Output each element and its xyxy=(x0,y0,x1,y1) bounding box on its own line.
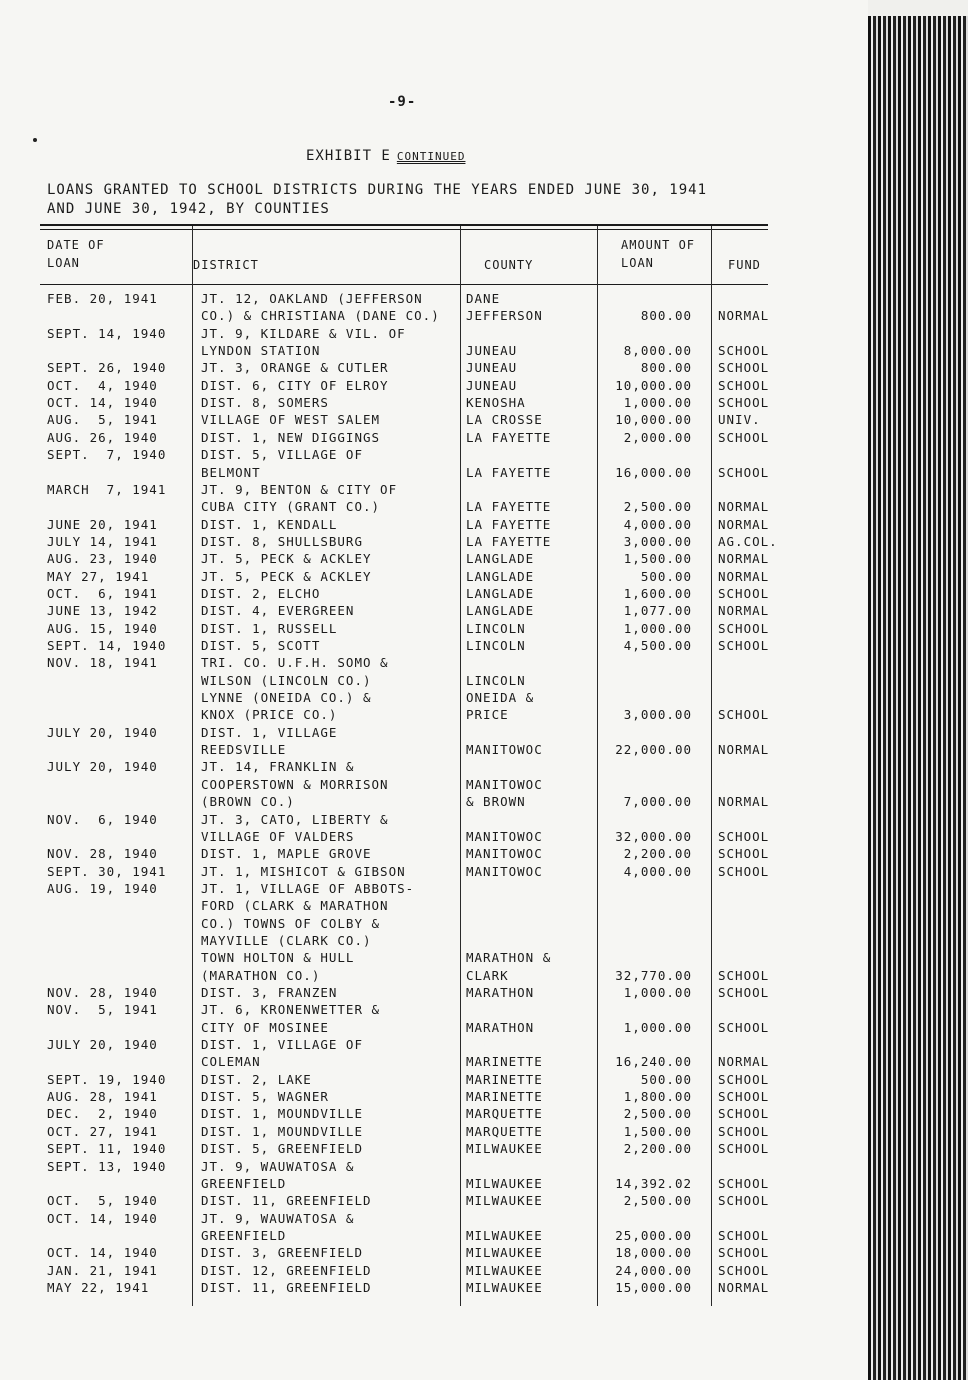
fund-name: SCHOOL xyxy=(718,863,770,879)
district-name: VILLAGE OF VALDERS xyxy=(201,828,355,844)
loan-date: NOV. 5, 1941 xyxy=(47,1002,158,1018)
header-date-2: LOAN xyxy=(47,256,80,270)
county-name: MARQUETTE xyxy=(466,1123,543,1139)
fund-name: SCHOOL xyxy=(718,1175,770,1191)
fund-name: NORMAL xyxy=(718,742,770,758)
loan-date: MAY 27, 1941 xyxy=(47,568,150,584)
district-name: GREENFIELD xyxy=(201,1175,287,1191)
exhibit-continued: CONTINUED xyxy=(396,150,466,163)
exhibit-label: EXHIBIT E xyxy=(306,148,391,164)
district-name: DIST. 1, MOUNDVILLE xyxy=(201,1123,363,1139)
loan-date: MARCH 7, 1941 xyxy=(47,481,167,497)
fund-name: SCHOOL xyxy=(718,343,770,359)
county-name: MARINETTE xyxy=(466,1089,543,1105)
title-line-1: LOANS GRANTED TO SCHOOL DISTRICTS DURING THE YEARS ENDED JUNE 30, 1941 xyxy=(47,182,708,198)
district-name: COLEMAN xyxy=(201,1054,261,1070)
loan-date: MAY 22, 1941 xyxy=(47,1279,150,1295)
county-name: MILWAUKEE xyxy=(466,1141,543,1157)
county-name: LA CROSSE xyxy=(466,412,543,428)
fund-name: SCHOOL xyxy=(718,360,770,376)
loan-date: SEPT. 11, 1940 xyxy=(47,1141,167,1157)
county-name: MANITOWOC xyxy=(466,846,543,862)
loan-amount: 1,077.00 xyxy=(623,603,692,619)
district-name: DIST. 5, WAGNER xyxy=(201,1089,329,1105)
loan-amount: 24,000.00 xyxy=(615,1262,692,1278)
loan-amount: 15,000.00 xyxy=(615,1279,692,1295)
loan-amount: 22,000.00 xyxy=(615,742,692,758)
loan-date: SEPT. 14, 1940 xyxy=(47,638,167,653)
loan-amount: 2,500.00 xyxy=(623,1106,692,1122)
county-name: LA FAYETTE xyxy=(466,464,552,480)
county-name: LA FAYETTE xyxy=(466,533,552,549)
fund-name: NORMAL xyxy=(718,568,770,584)
county-name: DANE xyxy=(466,291,501,306)
loan-date: FEB. 20, 1941 xyxy=(47,291,158,306)
loan-amount: 18,000.00 xyxy=(615,1245,692,1261)
county-name: CLARK xyxy=(466,967,509,983)
loan-amount: 500.00 xyxy=(640,1071,692,1087)
district-name: JT. 3, ORANGE & CUTLER xyxy=(201,360,389,376)
district-name: JT. 9, WAUWATOSA & xyxy=(201,1158,355,1174)
county-name: PRICE xyxy=(466,707,509,723)
loan-amount: 1,500.00 xyxy=(623,1123,692,1139)
fund-name: NORMAL xyxy=(718,603,770,619)
loan-amount: 1,000.00 xyxy=(623,985,692,1000)
column-divider-3 xyxy=(597,226,598,1306)
district-name: MAYVILLE (CLARK CO.) xyxy=(201,932,372,948)
county-name: MILWAUKEE xyxy=(466,1227,543,1243)
column-divider-1 xyxy=(192,226,193,1306)
loan-amount: 4,000.00 xyxy=(623,516,692,532)
county-name: MILWAUKEE xyxy=(466,1175,543,1191)
district-name: DIST. 2, ELCHO xyxy=(201,585,321,601)
fund-name: SCHOOL xyxy=(718,429,770,445)
loan-date: JAN. 21, 1941 xyxy=(47,1262,158,1278)
fund-name: SCHOOL xyxy=(718,1245,770,1261)
district-name: DIST. 12, GREENFIELD xyxy=(201,1262,372,1278)
loan-date: NOV. 28, 1940 xyxy=(47,846,158,862)
district-name: DIST. 5, SCOTT xyxy=(201,638,321,653)
district-name: DIST. 4, EVERGREEN xyxy=(201,603,355,619)
loan-amount: 500.00 xyxy=(640,568,692,584)
loan-date: SEPT. 7, 1940 xyxy=(47,447,167,463)
loan-date: JULY 20, 1940 xyxy=(47,724,158,740)
fund-name: SCHOOL xyxy=(718,1019,770,1035)
district-name: WILSON (LINCOLN CO.) xyxy=(201,672,372,688)
loan-amount: 14,392.02 xyxy=(615,1175,692,1191)
county-name: MARINETTE xyxy=(466,1054,543,1070)
table-top-rule-2 xyxy=(40,229,768,230)
loan-date: JUNE 13, 1942 xyxy=(47,603,158,619)
district-name: DIST. 8, SOMERS xyxy=(201,395,329,411)
loan-amount: 1,500.00 xyxy=(623,551,692,567)
loan-date: OCT. 5, 1940 xyxy=(47,1193,158,1209)
district-name: JT. 5, PECK & ACKLEY xyxy=(201,551,372,567)
margin-dot xyxy=(33,138,37,142)
county-name: LANGLADE xyxy=(466,551,535,567)
loan-date: JULY 20, 1940 xyxy=(47,759,158,775)
loan-amount: 16,240.00 xyxy=(615,1054,692,1070)
loan-date: NOV. 18, 1941 xyxy=(47,655,158,671)
fund-name: SCHOOL xyxy=(718,707,770,723)
county-name: LINCOLN xyxy=(466,672,526,688)
header-district: DISTRICT xyxy=(193,258,259,272)
district-name: DIST. 1, MOUNDVILLE xyxy=(201,1106,363,1122)
loan-date: OCT. 6, 1941 xyxy=(47,585,158,601)
title-line-2: AND JUNE 30, 1942, BY COUNTIES xyxy=(47,201,330,217)
loan-amount: 4,500.00 xyxy=(623,638,692,653)
county-name: MARINETTE xyxy=(466,1071,543,1087)
loan-amount: 3,000.00 xyxy=(623,707,692,723)
district-name: JT. 9, KILDARE & VIL. OF xyxy=(201,325,406,341)
county-name: & BROWN xyxy=(466,794,526,810)
district-name: JT. 1, VILLAGE OF ABBOTS- xyxy=(201,880,415,896)
county-name: MANITOWOC xyxy=(466,776,543,792)
district-name: DIST. 1, KENDALL xyxy=(201,516,338,532)
county-name: LANGLADE xyxy=(466,568,535,584)
district-name: KNOX (PRICE CO.) xyxy=(201,707,338,723)
header-bottom-rule xyxy=(40,284,768,285)
loan-date: SEPT. 30, 1941 xyxy=(47,863,167,879)
district-name: DIST. 5, GREENFIELD xyxy=(201,1141,363,1157)
county-name: JUNEAU xyxy=(466,360,518,376)
fund-name: NORMAL xyxy=(718,551,770,567)
fund-name: SCHOOL xyxy=(718,1089,770,1105)
fund-name: SCHOOL xyxy=(718,828,770,844)
loan-date: AUG. 23, 1940 xyxy=(47,551,158,567)
loan-amount: 2,000.00 xyxy=(623,429,692,445)
district-name: CO.) TOWNS OF COLBY & xyxy=(201,915,381,931)
county-name: LANGLADE xyxy=(466,603,535,619)
county-name: MANITOWOC xyxy=(466,828,543,844)
loan-amount: 800.00 xyxy=(640,360,692,376)
fund-name: SCHOOL xyxy=(718,585,770,601)
fund-name: SCHOOL xyxy=(718,638,770,653)
district-name: CITY OF MOSINEE xyxy=(201,1019,329,1035)
loan-amount: 25,000.00 xyxy=(615,1227,692,1243)
loan-amount: 16,000.00 xyxy=(615,464,692,480)
county-name: MILWAUKEE xyxy=(466,1279,543,1295)
fund-name: SCHOOL xyxy=(718,1227,770,1243)
county-name: JUNEAU xyxy=(466,377,518,393)
loan-date: NOV. 6, 1940 xyxy=(47,811,158,827)
district-name: DIST. 2, LAKE xyxy=(201,1071,312,1087)
column-divider-2 xyxy=(460,226,461,1306)
county-name: LA FAYETTE xyxy=(466,499,552,515)
loan-date: SEPT. 14, 1940 xyxy=(47,325,167,341)
district-name: TRI. CO. U.F.H. SOMO & xyxy=(201,655,389,671)
district-name: LYNNE (ONEIDA CO.) & xyxy=(201,690,372,706)
county-name: LINCOLN xyxy=(466,638,526,653)
header-fund: FUND xyxy=(728,258,761,272)
fund-name: SCHOOL xyxy=(718,1193,770,1209)
district-name: DIST. 1, VILLAGE OF xyxy=(201,1037,363,1053)
fund-name: SCHOOL xyxy=(718,395,770,411)
district-name: JT. 9, WAUWATOSA & xyxy=(201,1210,355,1226)
county-name: MARATHON xyxy=(466,985,535,1000)
loan-amount: 2,200.00 xyxy=(623,846,692,862)
county-name: MARATHON & xyxy=(466,950,552,966)
loan-amount: 1,800.00 xyxy=(623,1089,692,1105)
county-name: LA FAYETTE xyxy=(466,516,552,532)
district-name: DIST. 6, CITY OF ELROY xyxy=(201,377,389,393)
page-stack-edge xyxy=(868,0,968,1380)
loan-date: OCT. 27, 1941 xyxy=(47,1123,158,1139)
loan-date: OCT. 14, 1940 xyxy=(47,1245,158,1261)
district-name: LYNDON STATION xyxy=(201,343,321,359)
loan-amount: 4,000.00 xyxy=(623,863,692,879)
header-county: COUNTY xyxy=(484,258,534,272)
fund-name: SCHOOL xyxy=(718,985,770,1000)
district-name: DIST. 1, VILLAGE xyxy=(201,724,338,740)
loan-date: AUG. 28, 1941 xyxy=(47,1089,158,1105)
loan-date: OCT. 14, 1940 xyxy=(47,1210,158,1226)
district-name: CO.) & CHRISTIANA (DANE CO.) xyxy=(201,308,440,324)
fund-name: NORMAL xyxy=(718,794,770,810)
loan-date: SEPT. 13, 1940 xyxy=(47,1158,167,1174)
loan-amount: 1,600.00 xyxy=(623,585,692,601)
fund-name: NORMAL xyxy=(718,499,770,515)
county-name: MANITOWOC xyxy=(466,742,543,758)
page-stack-edge-top xyxy=(868,0,968,16)
district-name: DIST. 3, GREENFIELD xyxy=(201,1245,363,1261)
district-name: DIST. 11, GREENFIELD xyxy=(201,1193,372,1209)
county-name: MARQUETTE xyxy=(466,1106,543,1122)
fund-name: UNIV. xyxy=(718,412,761,428)
loan-amount: 8,000.00 xyxy=(623,343,692,359)
district-name: JT. 9, BENTON & CITY OF xyxy=(201,481,398,497)
district-name: JT. 6, KRONENWETTER & xyxy=(201,1002,381,1018)
county-name: KENOSHA xyxy=(466,395,526,411)
district-name: TOWN HOLTON & HULL xyxy=(201,950,355,966)
loan-date: DEC. 2, 1940 xyxy=(47,1106,158,1122)
page-number: -9- xyxy=(388,94,417,110)
district-name: DIST. 3, FRANZEN xyxy=(201,985,338,1000)
loan-date: AUG. 15, 1940 xyxy=(47,620,158,636)
loan-amount: 1,000.00 xyxy=(623,395,692,411)
county-name: LINCOLN xyxy=(466,620,526,636)
loan-amount: 2,500.00 xyxy=(623,499,692,515)
fund-name: NORMAL xyxy=(718,1054,770,1070)
fund-name: SCHOOL xyxy=(718,1071,770,1087)
loan-date: JUNE 20, 1941 xyxy=(47,516,158,532)
county-name: JUNEAU xyxy=(466,343,518,359)
header-amount-1: AMOUNT OF xyxy=(621,238,696,252)
district-name: DIST. 8, SHULLSBURG xyxy=(201,533,363,549)
district-name: FORD (CLARK & MARATHON xyxy=(201,898,389,914)
loan-date: AUG. 19, 1940 xyxy=(47,880,158,896)
table-top-rule xyxy=(40,224,768,226)
loan-date: NOV. 28, 1940 xyxy=(47,985,158,1000)
fund-name: AG.COL. xyxy=(718,533,778,549)
district-name: DIST. 1, RUSSELL xyxy=(201,620,338,636)
fund-name: SCHOOL xyxy=(718,1262,770,1278)
loan-amount: 800.00 xyxy=(640,308,692,324)
loan-date: AUG. 26, 1940 xyxy=(47,429,158,445)
district-name: DIST. 1, NEW DIGGINGS xyxy=(201,429,381,445)
district-name: JT. 12, OAKLAND (JEFFERSON xyxy=(201,291,423,306)
county-name: MILWAUKEE xyxy=(466,1193,543,1209)
loan-date: SEPT. 26, 1940 xyxy=(47,360,167,376)
district-name: GREENFIELD xyxy=(201,1227,287,1243)
fund-name: SCHOOL xyxy=(718,967,770,983)
county-name: MILWAUKEE xyxy=(466,1262,543,1278)
district-name: (BROWN CO.) xyxy=(201,794,295,810)
loan-date: OCT. 4, 1940 xyxy=(47,377,158,393)
district-name: BELMONT xyxy=(201,464,261,480)
fund-name: SCHOOL xyxy=(718,1106,770,1122)
loan-date: SEPT. 19, 1940 xyxy=(47,1071,167,1087)
loan-amount: 7,000.00 xyxy=(623,794,692,810)
loan-date: AUG. 5, 1941 xyxy=(47,412,158,428)
district-name: JT. 14, FRANKLIN & xyxy=(201,759,355,775)
loan-amount: 10,000.00 xyxy=(615,377,692,393)
district-name: JT. 3, CATO, LIBERTY & xyxy=(201,811,389,827)
loan-date: OCT. 14, 1940 xyxy=(47,395,158,411)
fund-name: SCHOOL xyxy=(718,846,770,862)
exhibit-heading xyxy=(306,148,465,164)
fund-name: SCHOOL xyxy=(718,464,770,480)
loan-amount: 1,000.00 xyxy=(623,1019,692,1035)
fund-name: NORMAL xyxy=(718,308,770,324)
loan-amount: 32,770.00 xyxy=(615,967,692,983)
column-divider-4 xyxy=(711,226,712,1306)
county-name: JEFFERSON xyxy=(466,308,543,324)
district-name: (MARATHON CO.) xyxy=(201,967,321,983)
district-name: VILLAGE OF WEST SALEM xyxy=(201,412,381,428)
county-name: ONEIDA & xyxy=(466,690,535,706)
loan-amount: 32,000.00 xyxy=(615,828,692,844)
district-name: DIST. 5, VILLAGE OF xyxy=(201,447,363,463)
loan-date: JULY 20, 1940 xyxy=(47,1037,158,1053)
loan-amount: 2,500.00 xyxy=(623,1193,692,1209)
loan-date: JULY 14, 1941 xyxy=(47,533,158,549)
county-name: MILWAUKEE xyxy=(466,1245,543,1261)
fund-name: SCHOOL xyxy=(718,1123,770,1139)
fund-name: NORMAL xyxy=(718,516,770,532)
county-name: MANITOWOC xyxy=(466,863,543,879)
county-name: MARATHON xyxy=(466,1019,535,1035)
header-date-1: DATE OF xyxy=(47,238,105,252)
loan-amount: 2,200.00 xyxy=(623,1141,692,1157)
district-name: COOPERSTOWN & MORRISON xyxy=(201,776,389,792)
district-name: DIST. 11, GREENFIELD xyxy=(201,1279,372,1295)
district-name: DIST. 1, MAPLE GROVE xyxy=(201,846,372,862)
loan-amount: 3,000.00 xyxy=(623,533,692,549)
district-name: CUBA CITY (GRANT CO.) xyxy=(201,499,381,515)
header-amount-2: LOAN xyxy=(621,256,654,270)
fund-name: SCHOOL xyxy=(718,377,770,393)
county-name: LA FAYETTE xyxy=(466,429,552,445)
district-name: REEDSVILLE xyxy=(201,742,287,758)
fund-name: SCHOOL xyxy=(718,1141,770,1157)
fund-name: NORMAL xyxy=(718,1279,770,1295)
fund-name: SCHOOL xyxy=(718,620,770,636)
loan-amount: 10,000.00 xyxy=(615,412,692,428)
county-name: LANGLADE xyxy=(466,585,535,601)
district-name: JT. 1, MISHICOT & GIBSON xyxy=(201,863,406,879)
loan-amount: 1,000.00 xyxy=(623,620,692,636)
district-name: JT. 5, PECK & ACKLEY xyxy=(201,568,372,584)
